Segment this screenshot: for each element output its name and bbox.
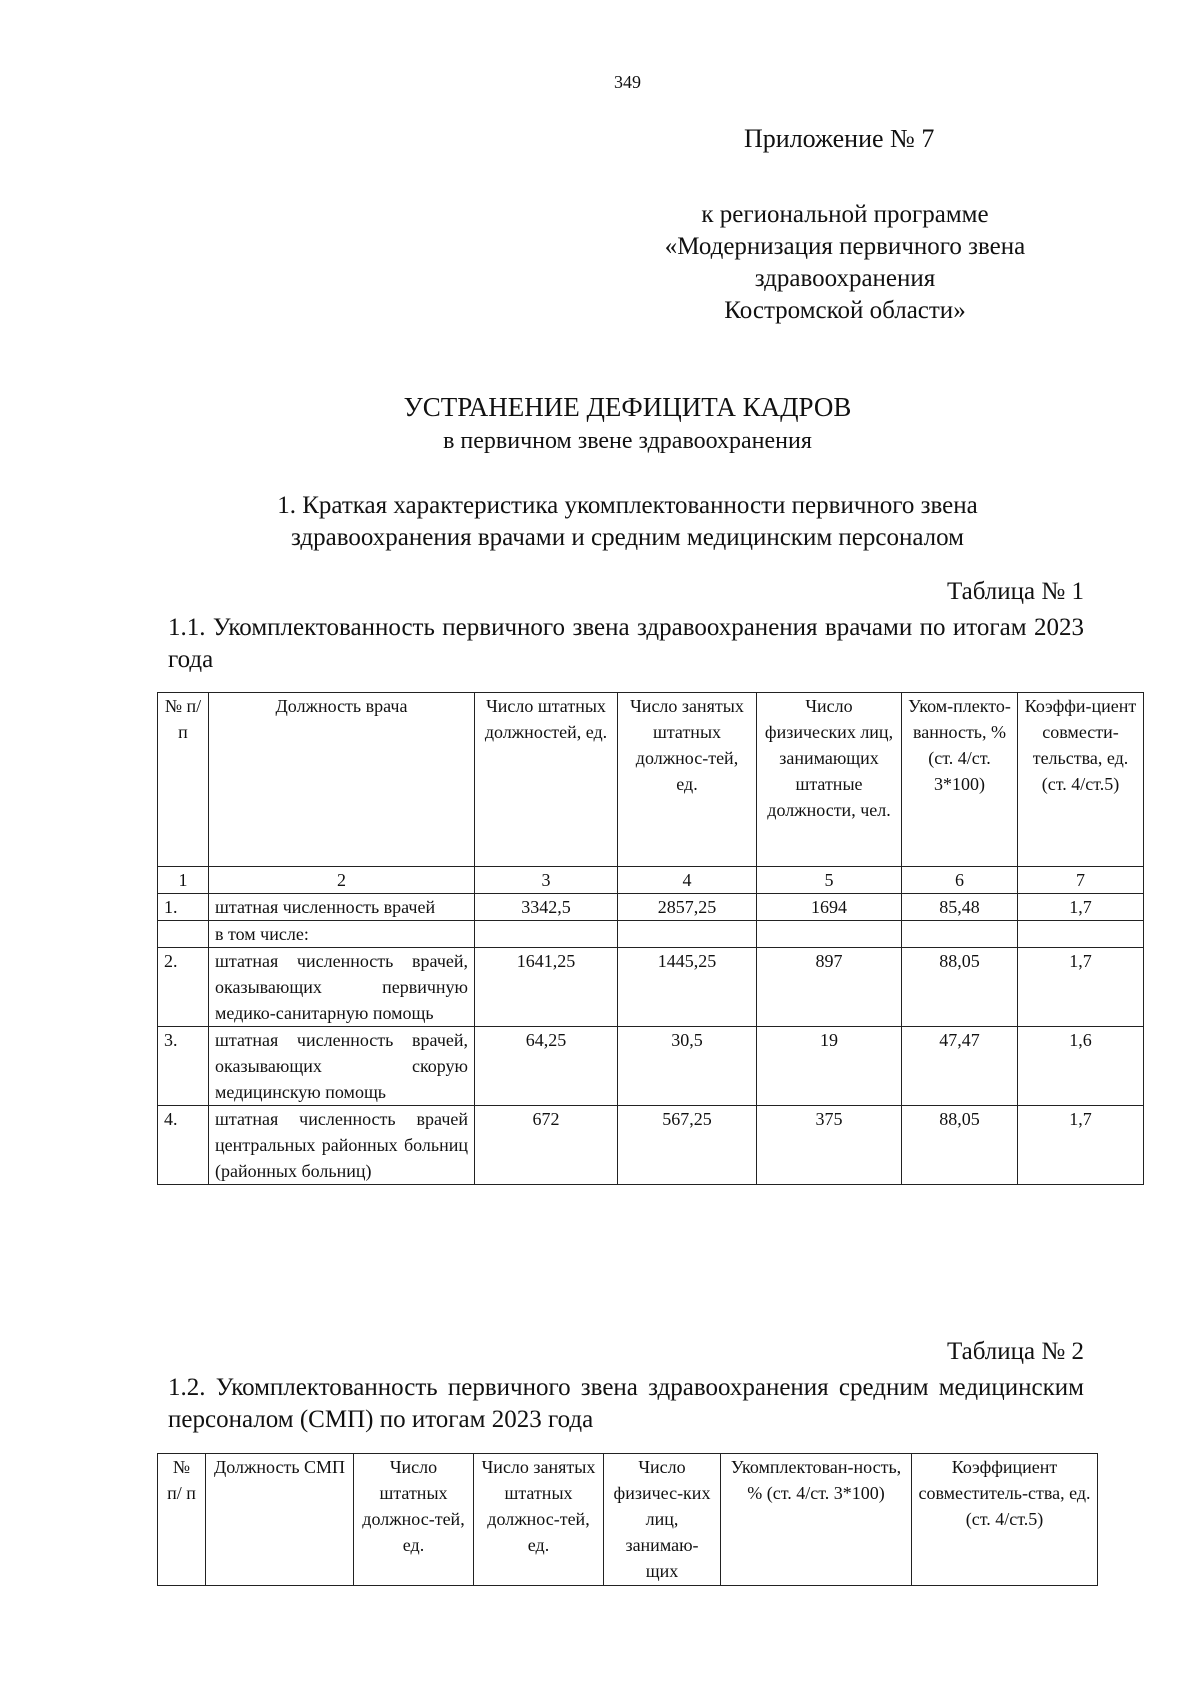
- table-subheader-row: [158, 921, 1144, 948]
- cell-value: 47,47: [902, 1027, 1018, 1106]
- column-number: 4: [618, 867, 757, 894]
- table-row: [158, 948, 1144, 1027]
- table-header-row: [158, 693, 1144, 867]
- cell-value: 567,25: [618, 1106, 757, 1185]
- appendix-number: Приложение № 7: [744, 124, 935, 153]
- row-number: 2.: [158, 948, 209, 1027]
- section-heading: [150, 490, 1105, 554]
- row-number: 4.: [158, 1106, 209, 1185]
- header-cell: Должность врача: [209, 693, 475, 867]
- header-cell: Укомплектован-ность, % (ст. 4/ст. 3*100): [721, 1454, 912, 1586]
- position-name: штатная численность врачей, оказывающих скорую медицинскую помощь: [209, 1027, 475, 1106]
- section-heading-line: здравоохранения врачами и средним медицинским персоналом: [291, 524, 964, 551]
- document-subtitle: в первичном звене здравоохранения: [443, 428, 812, 454]
- table1: [157, 692, 1144, 1185]
- column-number: 3: [475, 867, 618, 894]
- header-cell: Коэффициент совместитель-ства, ед. (ст. 4/ст.5): [912, 1454, 1098, 1586]
- cell-value: 88,05: [902, 1106, 1018, 1185]
- position-name: штатная численность врачей: [209, 894, 475, 921]
- table-row: [158, 894, 1144, 921]
- appendix-reference-line: Костромской области»: [724, 297, 966, 324]
- cell-value: 30,5: [618, 1027, 757, 1106]
- cell-value: 1641,25: [475, 948, 618, 1027]
- header-cell: Число штатных должнос-тей, ед.: [354, 1454, 474, 1586]
- cell-value: 375: [757, 1106, 902, 1185]
- cell-value: 85,48: [902, 894, 1018, 921]
- header-cell: № п/п: [158, 693, 209, 867]
- header-cell: Число физичес-ких лиц, занимаю-щих: [604, 1454, 721, 1586]
- header-cell: Число занятых штатных должнос-тей, ед.: [618, 693, 757, 867]
- table1-heading: 1.1. Укомплектованность первичного звена здравоохранения врачами по итогам 2023 года: [168, 614, 1084, 673]
- cell-value: 2857,25: [618, 894, 757, 921]
- header-cell: Уком-плекто-ванность, % (ст. 4/ст. 3*100): [902, 693, 1018, 867]
- header-cell: Число занятых штатных должнос-тей, ед.: [474, 1454, 604, 1586]
- cell-value: 19: [757, 1027, 902, 1106]
- cell-value: 1694: [757, 894, 902, 921]
- cell-value: 3342,5: [475, 894, 618, 921]
- subheader-label: в том числе:: [209, 921, 475, 948]
- table-row: [158, 1106, 1144, 1185]
- appendix-reference-line: к региональной программе: [701, 201, 989, 228]
- cell-value: 1,6: [1018, 1027, 1144, 1106]
- column-number: 6: [902, 867, 1018, 894]
- cell-value: 1,7: [1018, 894, 1144, 921]
- cell-value: 672: [475, 1106, 618, 1185]
- row-number: 1.: [158, 894, 209, 921]
- column-number-row: [158, 867, 1144, 894]
- table2: [157, 1453, 1098, 1586]
- table2-caption: Таблица № 2: [946, 1338, 1084, 1365]
- header-cell: Должность СМП: [206, 1454, 354, 1586]
- header-cell: Коэффи-циент совмести-тельства, ед. (ст. 4/ст.5): [1018, 693, 1144, 867]
- column-number: 2: [209, 867, 475, 894]
- cell-value: 897: [757, 948, 902, 1027]
- table1-caption: Таблица № 1: [946, 578, 1084, 605]
- row-number: 3.: [158, 1027, 209, 1106]
- document-title: УСТРАНЕНИЕ ДЕФИЦИТА КАДРОВ: [403, 392, 852, 422]
- appendix-reference-line: «Модернизация первичного звена: [664, 233, 1026, 260]
- column-number: 5: [757, 867, 902, 894]
- cell-value: 88,05: [902, 948, 1018, 1027]
- cell-value: 1,7: [1018, 1106, 1144, 1185]
- cell-value: 1445,25: [618, 948, 757, 1027]
- page-number: 349: [614, 72, 641, 92]
- table-header-row: [158, 1454, 1098, 1586]
- column-number: 7: [1018, 867, 1144, 894]
- appendix-reference: [620, 199, 1070, 327]
- header-cell: № п/ п: [158, 1454, 206, 1586]
- section-heading-line: 1. Краткая характеристика укомплектованности первичного звена: [277, 492, 978, 519]
- appendix-reference-line: здравоохранения: [754, 265, 936, 292]
- table2-heading: 1.2. Укомплектованность первичного звена здравоохранения средним медицинским персоналом (СМП) по итогам 2023 года: [168, 1374, 1084, 1433]
- position-name: штатная численность врачей центральных районных больниц (районных больниц): [209, 1106, 475, 1185]
- table-row: [158, 1027, 1144, 1106]
- header-cell: Число штатных должностей, ед.: [475, 693, 618, 867]
- header-cell: Число физических лиц, занимающих штатные должности, чел.: [757, 693, 902, 867]
- cell-value: 64,25: [475, 1027, 618, 1106]
- cell-value: 1,7: [1018, 948, 1144, 1027]
- column-number: 1: [158, 867, 209, 894]
- position-name: штатная численность врачей, оказывающих первичную медико-санитарную помощь: [209, 948, 475, 1027]
